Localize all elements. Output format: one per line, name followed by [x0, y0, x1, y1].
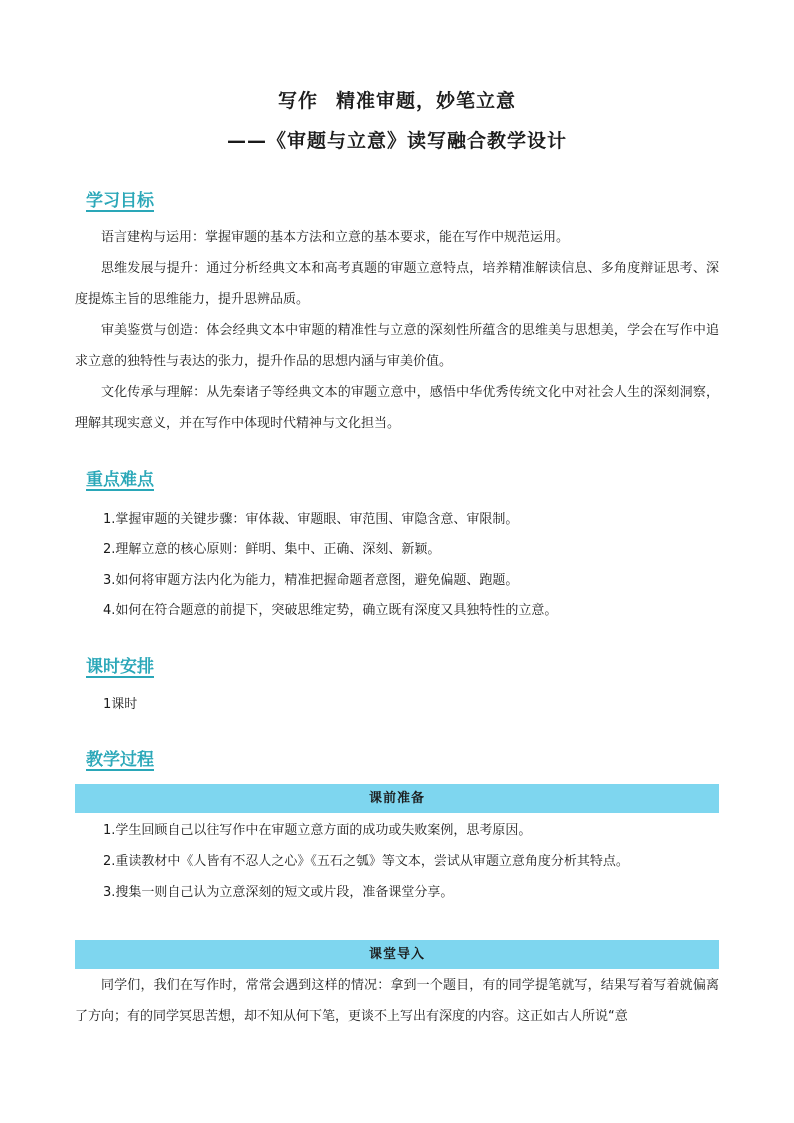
- section-heading-key-points: 重点难点: [86, 470, 154, 490]
- section-heading-goals: 学习目标: [86, 191, 154, 211]
- goal-paragraph-1: 语言建构与运用：掌握审题的基本方法和立意的基本要求，能在写作中规范运用。: [101, 230, 570, 245]
- schedule-text: 1课时: [103, 697, 138, 712]
- pre-class-band: 课前准备: [75, 784, 719, 813]
- key-point-item: 1.掌握审题的关键步骤：审体裁、审题眼、审范围、审隐含意、审限制。: [103, 512, 519, 527]
- key-point-item: 4.如何在符合题意的前提下，突破思维定势，确立既有深度又具独特性的立意。: [103, 603, 558, 618]
- key-point-item: 2.理解立意的核心原则：鲜明、集中、正确、深刻、新颖。: [103, 542, 441, 557]
- intro-band: 课堂导入: [75, 940, 719, 969]
- pre-class-item: 1.学生回顾自己以往写作中在审题立意方面的成功或失败案例，思考原因。: [103, 823, 532, 838]
- key-point-item: 3.如何将审题方法内化为能力，精准把握命题者意图，避免偏题、跑题。: [103, 573, 519, 588]
- pre-class-item: 2.重读教材中《人皆有不忍人之心》《五石之瓠》等文本，尝试从审题立意角度分析其特点。: [103, 854, 629, 869]
- goal-paragraph-3: 审美鉴赏与创造：体会经典文本中审题的精准性与立意的深刻性所蕴含的思维美与思想美，学会在写作中追求立意的独特性与表达的张力，提升作品的思想内涵与审美价值。: [75, 323, 719, 369]
- document-title-line1: [0, 86, 794, 113]
- title-main: 精准审题，妙笔立意: [336, 90, 517, 112]
- goal-paragraph-4: 文化传承与理解：从先秦诸子等经典文本的审题立意中，感悟中华优秀传统文化中对社会人生的深刻洞察，理解其现实意义，并在写作中体现时代精神与文化担当。: [75, 385, 719, 431]
- title-prefix: 写作: [277, 90, 318, 112]
- pre-class-item: 3.搜集一则自己认为立意深刻的短文或片段，准备课堂分享。: [103, 885, 454, 900]
- goal-paragraph-2: 思维发展与提升：通过分析经典文本和高考真题的审题立意特点，培养精准解读信息、多角度辩证思考、深度提炼主旨的思维能力，提升思辨品质。: [75, 261, 719, 307]
- intro-paragraph: 同学们，我们在写作时，常常会遇到这样的情况：拿到一个题目，有的同学提笔就写，结果写着写着就偏离了方向；有的同学冥思苦想，却不知从何下笔，更谈不上写出有深度的内容。这正如古人所说“意: [75, 978, 719, 1024]
- section-heading-schedule: 课时安排: [86, 657, 154, 677]
- document-subtitle: ——《审题与立意》读写融合教学设计: [226, 130, 567, 152]
- section-heading-process: 教学过程: [86, 750, 154, 770]
